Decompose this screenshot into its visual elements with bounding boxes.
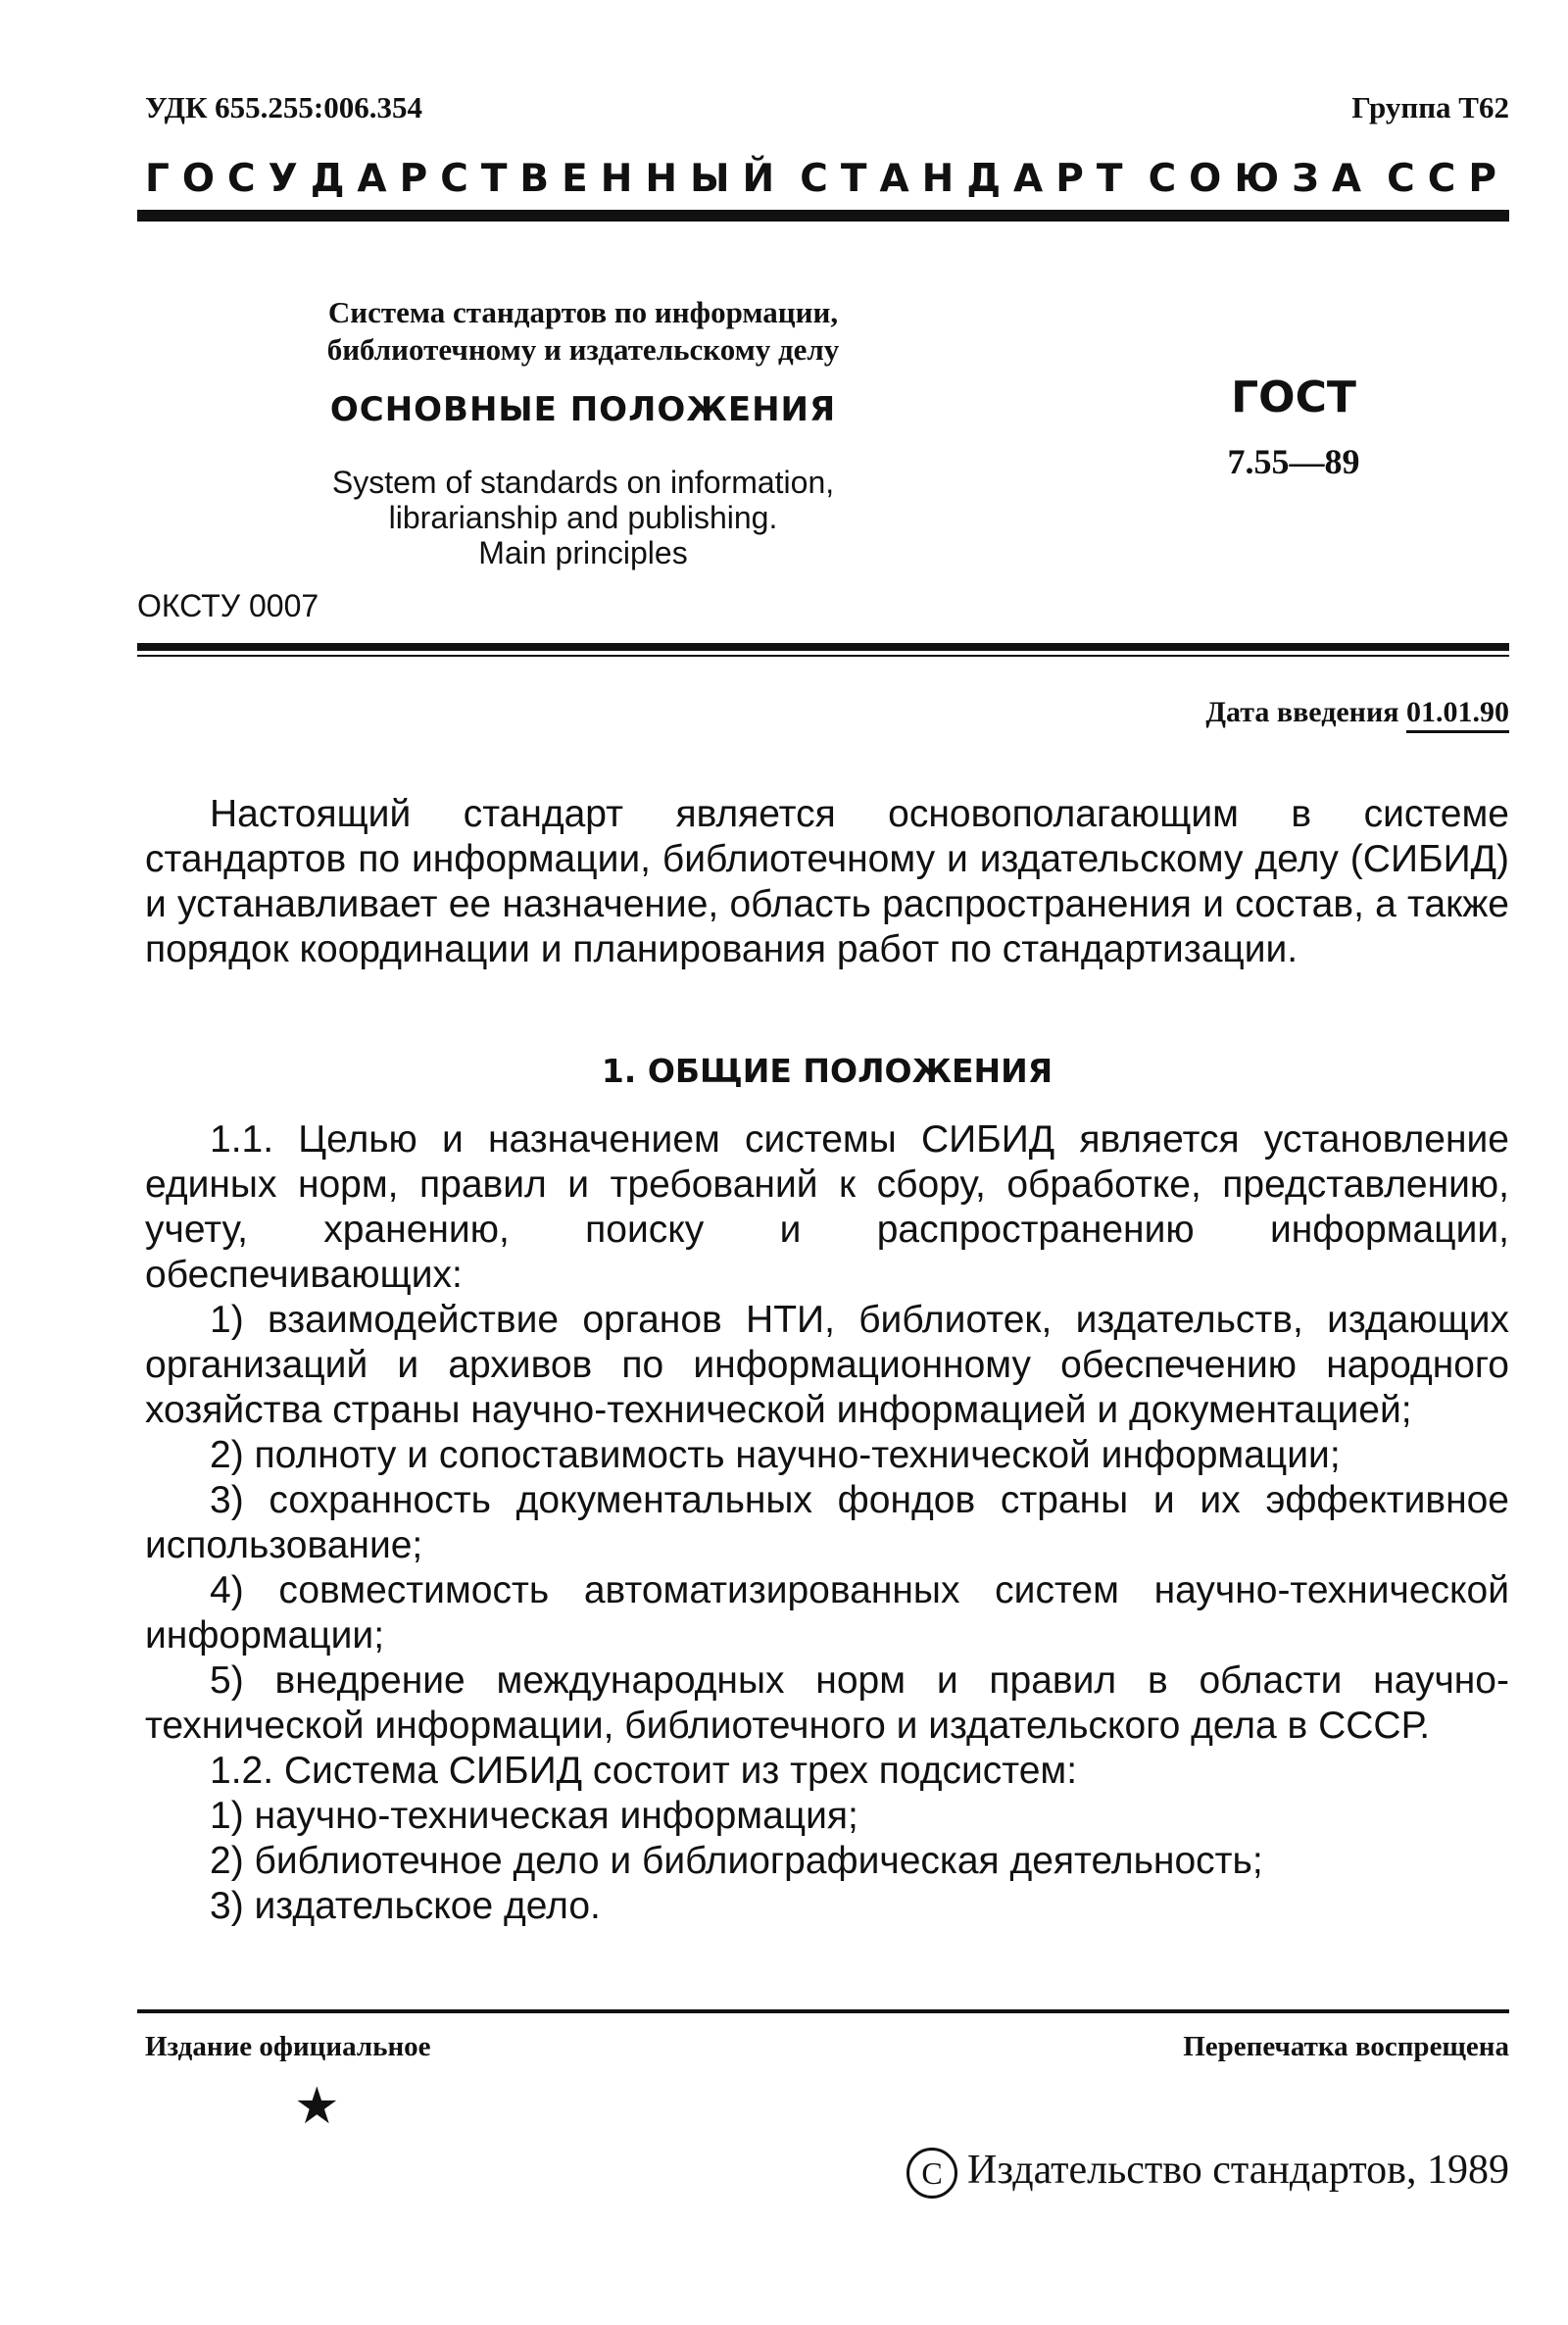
intro-paragraph — [145, 792, 1509, 972]
gost-label: ГОСТ — [1231, 372, 1356, 422]
copyright-line — [906, 2147, 1509, 2199]
section-heading: 1. ОБЩИЕ ПОЛОЖЕНИЯ — [601, 1052, 1054, 1090]
title-block-rule-thin — [137, 655, 1509, 657]
title-word: ССР — [1387, 157, 1509, 201]
list-item: 2) полноту и сопоставимость научно-технической информации; — [210, 1434, 1341, 1476]
list-item: 1) научно-техническая информация; — [210, 1795, 858, 1837]
list-item: 2) библиотечное дело и библиографическая деятельность; — [210, 1840, 1263, 1882]
list-item: 4) совместимость автоматизированных систем научно-технической информации; — [145, 1569, 1509, 1657]
introduction-date — [1205, 696, 1509, 729]
series-line: Система стандартов по информации, — [327, 295, 839, 329]
header-rule-thick — [137, 210, 1509, 222]
document-title-ru: ОСНОВНЫЕ ПОЛОЖЕНИЯ — [329, 390, 837, 429]
list-item: 3) сохранность документальных фондов страны и их эффективное использование; — [145, 1479, 1509, 1566]
section-1-content — [145, 1117, 1509, 1929]
date-label: Дата введения — [1205, 696, 1399, 728]
udk-code: УДК 655.255:006.354 — [145, 90, 422, 124]
list-item: 1) взаимодействие органов НТИ, библиотек, издательств, издающих организаций и архивов по информационному обеспечению народного хозяйства страны научно-технической информацией и документацией; — [145, 1299, 1509, 1431]
title-en-line: Main principles — [478, 535, 688, 570]
clause-1-1: 1.1. Целью и назначением системы СИБИД является установление единых норм, правил и требований к сбору, обработке, представлению, учету, хранению, поиску и распространению информации, обеспечивающих: — [145, 1118, 1509, 1296]
date-value: 01.01.90 — [1406, 696, 1509, 733]
document-title-en — [240, 465, 926, 570]
okstu-code: ОКСТУ 0007 — [137, 588, 319, 623]
group-code: Группа Т62 — [1351, 90, 1509, 124]
footer-rule — [137, 2009, 1509, 2013]
title-word: СТАНДАРТ — [800, 157, 1136, 201]
title-word: ГОСУДАРСТВЕННЫЙ — [145, 157, 788, 201]
title-en-line: librarianship and publishing. — [388, 500, 778, 535]
reprint-notice: Перепечатка воспрещена — [1183, 2031, 1509, 2062]
gost-number: 7.55—89 — [1227, 442, 1360, 481]
copyright-icon: С — [906, 2148, 957, 2199]
series-line: библиотечному и издательскому делу — [326, 332, 840, 367]
list-item: 3) издательское дело. — [210, 1885, 601, 1927]
intro-text: Настоящий стандарт является основополагающим в системе стандартов по информации, библиотечному и издательскому делу (СИБИД) и устанавливает ее назначение, область распространения и состав, а также порядок координации и планирования работ по стандартизации. — [145, 793, 1509, 970]
title-word: СОЮЗА — [1148, 157, 1375, 201]
state-standard-title — [145, 157, 1509, 201]
star-icon: ★ — [294, 2079, 340, 2135]
edition-label: Издание официальное — [145, 2031, 431, 2062]
standard-series — [240, 294, 926, 369]
list-item: 5) внедрение международных норм и правил в области научно-технической информации, библиотечного и издательского дела в СССР. — [145, 1659, 1509, 1747]
title-en-line: System of standards on information, — [331, 465, 835, 500]
clause-1-2: 1.2. Система СИБИД состоит из трех подсистем: — [210, 1750, 1078, 1792]
copyright-text: Издательство стандартов, 1989 — [967, 2148, 1509, 2193]
title-block-rule — [137, 643, 1509, 651]
